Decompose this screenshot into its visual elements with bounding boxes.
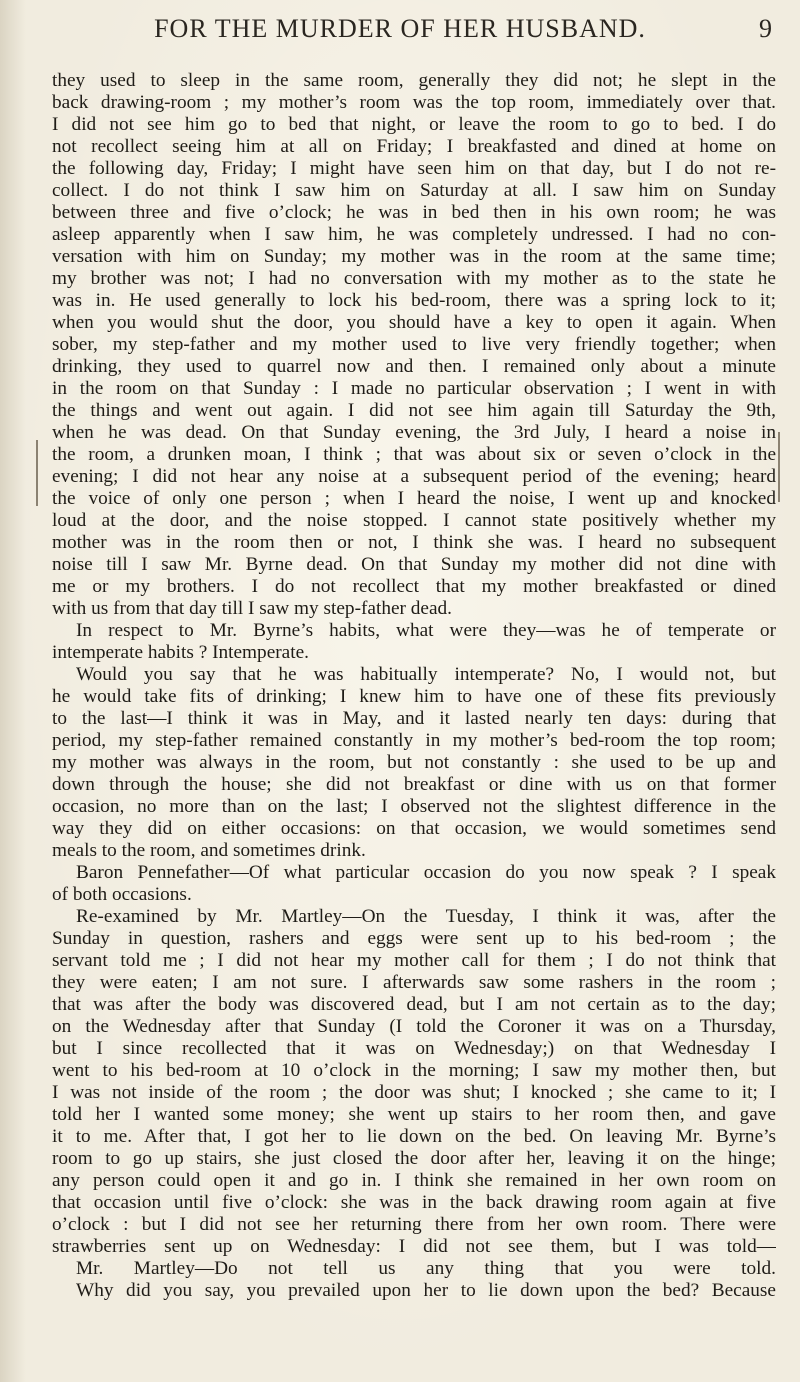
- text-line: on the Wednesday after that Sunday (I told the Coroner it was on a Thursday,: [52, 1016, 776, 1037]
- text-line: Why did you say, you prevailed upon her to lie down upon the bed? Because: [76, 1280, 776, 1301]
- text-line: Baron Pennefather—Of what particular occasion do you now speak ? I speak: [76, 862, 776, 883]
- text-line: versation with him on Sunday; my mother was in the room at the same time;: [52, 246, 776, 267]
- text-line: not recollect seeing him at all on Friday; I breakfasted and dined at home on: [52, 136, 776, 157]
- text-line: Re-examined by Mr. Martley—On the Tuesday, I think it was, after the: [76, 906, 776, 927]
- text-line: that occasion until five o’clock: she was in the back drawing room again at five: [52, 1192, 776, 1213]
- text-line: the room, a drunken moan, I think ; that was about six or seven o’clock in the: [52, 444, 776, 465]
- text-line: it to me. After that, I got her to lie down on the bed. On leaving Mr. Byrne’s: [52, 1126, 776, 1147]
- text-line: down through the house; she did not breakfast or dine with us on that former: [52, 774, 776, 795]
- text-line: they were eaten; I am not sure. I afterwards saw some rashers in the room ;: [52, 972, 776, 993]
- text-line: any person could open it and go in. I think she remained in her own room on: [52, 1170, 776, 1191]
- text-line: told her I wanted some money; she went up stairs to her room then, and gave: [52, 1104, 776, 1125]
- body-text: [52, 70, 776, 1302]
- text-line: my mother was always in the room, but not constantly : she used to be up and: [52, 752, 776, 773]
- text-line: drinking, they used to quarrel now and then. I remained only about a minute: [52, 356, 776, 377]
- text-line: In respect to Mr. Byrne’s habits, what were they—was he of temperate or: [76, 620, 776, 641]
- page-header: [0, 14, 800, 54]
- text-line: loud at the door, and the noise stopped. I cannot state positively whether my: [52, 510, 776, 531]
- text-line: the voice of only one person ; when I heard the noise, I went up and knocked: [52, 488, 776, 509]
- margin-mark-right: [778, 432, 780, 502]
- text-line: when he was dead. On that Sunday evening, the 3rd July, I heard a noise in: [52, 422, 776, 443]
- text-line: when you would shut the door, you should have a key to open it again. When: [52, 312, 776, 333]
- text-line: collect. I do not think I saw him on Saturday at all. I saw him on Sunday: [52, 180, 776, 201]
- text-line: between three and five o’clock; he was in bed then in his own room; he was: [52, 202, 776, 223]
- page-number: 9: [759, 14, 772, 43]
- text-line: my brother was not; I had no conversation with my mother as to the state he: [52, 268, 776, 289]
- running-head: FOR THE MURDER OF HER HUSBAND.: [154, 14, 646, 43]
- text-line: period, my step-father remained constantly in my mother’s bed-room the top room;: [52, 730, 776, 751]
- text-line: I was not inside of the room ; the door was shut; I knocked ; she came to it; I: [52, 1082, 776, 1103]
- text-line: occasion, no more than on the last; I observed not the slightest difference in the: [52, 796, 776, 817]
- text-line: the following day, Friday; I might have seen him on that day, but I do not re-: [52, 158, 776, 179]
- margin-mark-left: [36, 440, 38, 506]
- text-line: but I since recollected that it was on Wednesday;) on that Wednesday I: [52, 1038, 776, 1059]
- text-line: Sunday in question, rashers and eggs were sent up to his bed-room ; the: [52, 928, 776, 949]
- text-line: way they did on either occasions: on that occasion, we would sometimes send: [52, 818, 776, 839]
- text-line: of both occasions.: [52, 884, 192, 905]
- text-line: Mr. Martley—Do not tell us any thing that you were told.: [76, 1258, 776, 1279]
- text-line: me or my brothers. I do not recollect that my mother breakfasted or dined: [52, 576, 776, 597]
- text-line: mother was in the room then or not, I think she was. I heard no subsequent: [52, 532, 776, 553]
- text-line: servant told me ; I did not hear my mother call for them ; I do not think that: [52, 950, 776, 971]
- text-line: the things and went out again. I did not see him again till Saturday the 9th,: [52, 400, 776, 421]
- text-line: intemperate habits ? Intemperate.: [52, 642, 309, 663]
- text-line: Would you say that he was habitually intemperate? No, I would not, but: [76, 664, 776, 685]
- text-line: noise till I saw Mr. Byrne dead. On that Sunday my mother did not dine with: [52, 554, 776, 575]
- text-line: strawberries sent up on Wednesday: I did not see them, but I was told—: [52, 1236, 776, 1257]
- text-line: back drawing-room ; my mother’s room was the top room, immediately over that.: [52, 92, 776, 113]
- text-line: with us from that day till I saw my step-father dead.: [52, 598, 452, 619]
- text-line: o’clock : but I did not see her returning there from her own room. There were: [52, 1214, 776, 1235]
- text-line: was in. He used generally to lock his bed-room, there was a spring lock to it;: [52, 290, 776, 311]
- text-line: I did not see him go to bed that night, or leave the room to go to bed. I do: [52, 114, 776, 135]
- text-line: he would take fits of drinking; I knew him to have one of these fits previously: [52, 686, 776, 707]
- text-line: in the room on that Sunday : I made no particular observation ; I went in with: [52, 378, 776, 399]
- text-line: sober, my step-father and my mother used to live very friendly together; when: [52, 334, 776, 355]
- text-line: that was after the body was discovered dead, but I am not certain as to the day;: [52, 994, 776, 1015]
- text-line: they used to sleep in the same room, generally they did not; he slept in the: [52, 70, 776, 91]
- text-line: asleep apparently when I saw him, he was completely undressed. I had no con-: [52, 224, 776, 245]
- page-edge-shadow: [0, 0, 26, 1382]
- text-line: evening; I did not hear any noise at a subsequent period of the evening; heard: [52, 466, 776, 487]
- text-line: to the last—I think it was in May, and it lasted nearly ten days: during that: [52, 708, 776, 729]
- text-line: meals to the room, and sometimes drink.: [52, 840, 366, 861]
- text-line: went to his bed-room at 10 o’clock in the morning; I saw my mother then, but: [52, 1060, 776, 1081]
- text-line: room to go up stairs, she just closed the door after her, leaving it on the hinge;: [52, 1148, 776, 1169]
